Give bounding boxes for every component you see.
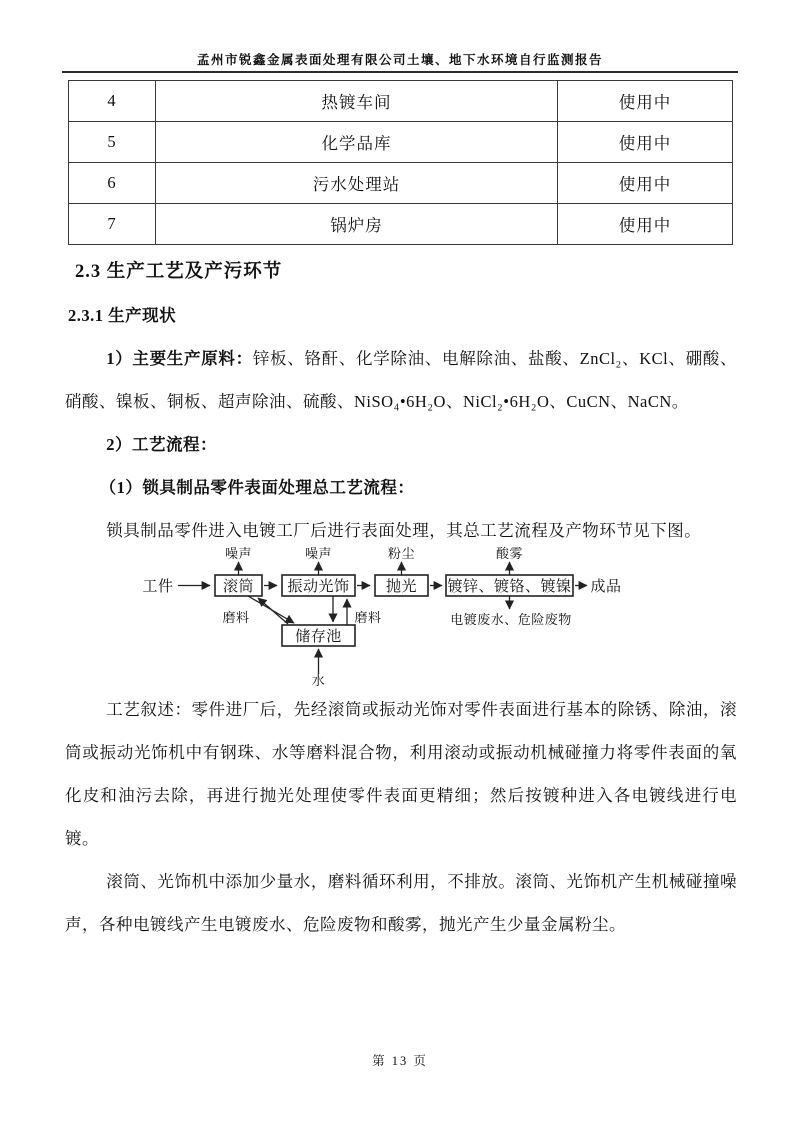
body-content: [65, 337, 737, 946]
diagram-label-waste: 电镀废水、危险废物: [450, 612, 572, 627]
diagram-node-plating: 镀锌、镀铬、镀镍: [447, 579, 572, 595]
cell-facility-name: 锅炉房: [156, 204, 558, 245]
paragraph-process-flow-lead: 2）工艺流程：: [106, 435, 217, 454]
diagram-label-abrasive-right: 磨料: [354, 610, 382, 625]
cell-status: 使用中: [558, 204, 733, 245]
cell-row-number: 4: [69, 81, 156, 122]
section-heading-2-3: 2.3 生产工艺及产污环节: [75, 262, 283, 282]
materials-body: 锌板、铬酐、化学除油、电解除油、盐酸、ZnCl₂、KCl、硼酸、硝酸、镍板、铜板、超声除油、硫酸、NiSO₄•6H₂O、NiCl₂•6H₂O、CuCN、NaCN。: [65, 349, 737, 411]
diagram-node-storage: 储存池: [295, 629, 342, 645]
paragraph-process-description: 工艺叙述：零件进厂后，先经滚筒或振动光饰对零件表面进行基本的除锈、除油，滚筒或振动光饰机中有钢珠、水等磨料混合物，利用滚动或振动机械碰撞力将零件表面的氧化皮和油污去除，再进行抛光处理使零件表面更精细；然后按镀种进入各电镀线进行电镀。: [65, 700, 737, 848]
table-row: [69, 204, 733, 245]
cell-row-number: 7: [69, 204, 156, 245]
materials-lead: 1）主要生产原料：: [106, 349, 253, 368]
diagram-product-label: 成品: [590, 579, 622, 595]
paragraph-intro: 锁具制品零件进入电镀工厂后进行表面处理，其总工艺流程及产物环节见下图。: [106, 521, 702, 540]
cell-status: 使用中: [558, 81, 733, 122]
table-row: [69, 81, 733, 122]
cell-status: 使用中: [558, 122, 733, 163]
page-header-title: 孟州市锐鑫金属表面处理有限公司土壤、地下水环境自行监测报告: [196, 53, 603, 67]
diagram-node-vibration: 振动光饰: [287, 579, 350, 595]
cell-facility-name: 污水处理站: [156, 163, 558, 204]
facility-table: [68, 80, 733, 245]
paragraph-materials: [65, 337, 737, 423]
table-row: [69, 163, 733, 204]
process-flow-diagram: [65, 538, 737, 688]
diagram-label-noise-1: 噪声: [224, 546, 253, 561]
cell-facility-name: 化学品库: [156, 122, 558, 163]
cell-row-number: 6: [69, 163, 156, 204]
diagram-label-noise-2: 噪声: [304, 546, 333, 561]
diagram-node-drum: 滚筒: [222, 579, 255, 595]
paragraph-process-flow-subheading: （1）锁具制品零件表面处理总工艺流程：: [99, 478, 415, 497]
header-rule: [62, 71, 738, 73]
diagram-label-dust: 粉尘: [387, 546, 416, 561]
diagram-label-water: 水: [311, 673, 326, 688]
cell-facility-name: 热镀车间: [156, 81, 558, 122]
cell-status: 使用中: [558, 163, 733, 204]
page-footer: 第 13 页: [372, 1054, 428, 1068]
diagram-node-polish: 抛光: [385, 579, 418, 595]
section-heading-2-3-1: 2.3.1 生产现状: [68, 306, 177, 325]
diagram-label-abrasive-left: 磨料: [222, 610, 250, 625]
table-row: [69, 122, 733, 163]
diagram-label-acid-mist: 酸雾: [495, 546, 524, 561]
cell-row-number: 5: [69, 122, 156, 163]
paragraph-emissions: 滚筒、光饰机中添加少量水，磨料循环利用，不排放。滚筒、光饰机产生机械碰撞噪声，各种电镀线产生电镀废水、危险废物和酸雾，抛光产生少量金属粉尘。: [65, 872, 737, 934]
arrow-storage-to-drum: [258, 598, 288, 624]
diagram-input-label: 工件: [142, 579, 174, 595]
